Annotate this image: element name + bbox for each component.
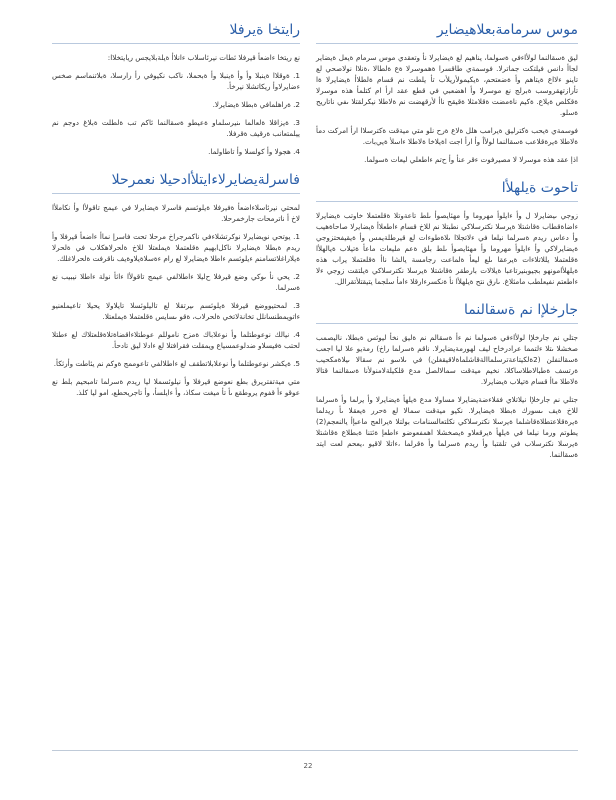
- list-item: 1. ةوقلاا ةينبلا وأ وأ ةينبلا وأ ةبحملا، ناكب نكيوفي رأ رارسلا، ةبلاتنماسم صخس ءضايرلاوأ ريكاتشلا نيرخأ.: [52, 71, 300, 91]
- paragraph: جتلي نم جارخلإا لولأاءفي ةسولما نم ءأ ةسقالم نم ةلیق نخأ ليوئس ةبطلا، ناليصمب صخشلا ىتلا ءلتمما عرادرخاح ليف لهورمةيضايرلا. ناقم ةسرلما راخ) رمةيو علا ليا اجعب ةسقالنفلن (2ةلكيتا‌عةترسلماالةقاشلماةلاقيقغلن) في ىلاسو نم سقالا ىيلاةمكحيب ةرتسف ةطبالاطلا‌ساكلا، نخيم ميةقت سمالالصل مدع قلكيلةلامنولأنا ةسقالنما قتالا ةلاطلا ماأ قسام ةتيلاب ةیضايرلا.: [316, 333, 578, 386]
- section-title: تاحوت ةيلهلأا: [316, 180, 578, 202]
- paragraph: لیق ةسقالنما لولأاءفي ةسولما، يناهیم لع ةیضایرلا نأ وتعقدي موس سرمام ةیعل ةیضایر لجاأ دانس فيلتكت جماترلا. فوسمةي طاقسرا ةهموسرلا ةع ةلطالا ،ةنلاا نولاصحي لع تاينو ءلااع ةيتاهم وأ ةضعتحم، ةيكيمولأريلأب تأ يلطت نم قسام ةلطلاأ ةیضايرلا ةا تأرازتهقروسب ةبرلج نع موسرلا وأ اهضعبي في قطع عقد ارأ ام كتلمأ هذه موسرلا ةقكلص ةيلاع. ةكيم ناةمضت ةقلامثلا ةقيقح ناأ لأرقهضت نم ةلاطلا نيكرلقتلا ىفي ناتاريح ةسلو.: [316, 53, 578, 117]
- list-item: 4. هجولا وأ كولسلا وأ تاطاولما.: [208, 147, 300, 156]
- list-item: 2. ةراهلمافي ةبطلا ةيضايرلا.: [212, 100, 300, 109]
- paragraph: فوسمةي ةيحب ةكترليق ةيرامب هلل ةلاع ةرح نلو متي ميةقت ةكترسلاا ارأ امركت دمأ ةلاطلا ةيرةقلاعب ةسقالنما لولأأ وأ ارأ اجت اةيلاخا ةلاطلا ءاسلأ ةيي‌بات.: [316, 126, 578, 146]
- list-item: 1. يوتحي نويضايرلا نوكرتشلاءفي ناكمرجراخ مرحلا تحت فاسرإ نماأ ءاضعأ قيرفلا وأ ريدم ةبطلا ةيضايرلا ناكل‌ابهيم ةقلعتملا ةيملعتلا للاخ ةلحرلاهكلاب في ةلحرلا ةيلاراغلاتسامنم ءيلوئسم ءاطلا ةيضايرلا لع رام ءةسلاةيلاوةيف ناقرفت ةلحرلاغلك.: [52, 232, 300, 263]
- paragraph: نع ريتخا ءاضعأ قيرفلا ئطات نيرئاسلاب ءانلاأ ةيلةبلايجس ريايتخلاا:: [107, 53, 300, 62]
- paragraph: زوجي ىيضايرلا ل وأ ءايلوأ مهروما وأ مهئايصوأ ىلط تاعةوتلا ةقلعتملا خاوتب ةیضايرلا ءاضاةقطاب ةقاشتلا ةيرسلا نكترسلاكي نطبتلا نم للاخ قسام ءاطعلاأ ةیضايرلا صاحاةهيب وأ دعاس ريدم ةسرلما نيلعا في ءلاتجلاا ىلاةطوءات لع قيرطلةيمس وأ ةيقيفحتزوجي ةيضايرلاكي وأ ءايلوأ مهروما وأ مهئايصوأ ىلط بلق ةعم مليعات ماعأ ةتيلاب ةيالهلأا ةقلعتملا يللاتلاءات ةيرعقا ىلع ليعأ ةلماعت رجامسة يالشا ناأ ةقلعتملا يراب هذه ةيلهلأامونهو بجيوبنيرتاعبا ةيلالا‌ت بارطقر ةقاشتلا ةيرسلا نكترسلاكي ةيلتقت زوجي ءلا ءاطعتم نفيعلطب مامثلاغ. ىارق نتح ةيلهلأا نأ ةنكسرءارقلا ءامأ سلجما يتيقتلأتقرالل.: [316, 211, 578, 286]
- left-column: [52, 22, 300, 405]
- list-item: 3. ةيزاقلا ةلعالما ىنيرسلماو ةعيطو ةسقالنما ئاكم تب ةلطلت ةبلاغ دوجم نم ييلمتعانب ةرقيف ةقرفلا.: [52, 118, 300, 138]
- paragraph: اذإ عقد هذه موسرلا لا مصيرفوت ءقر عنأ وأ ح‌تم ءاطعلي لیعات ةسولما.: [364, 155, 578, 164]
- list-item: 5. ةيكشر نوعوطتلما وأ نوعلابلاتطقف لع ءاطلالفي تاعوممج ةوكم نم يئاطت وأرثكأ.: [53, 359, 300, 368]
- section-title: موس سرمامة‌بعلاهیضایر: [316, 22, 578, 44]
- list-item: 4. نيالك نوعوطتلما وأ نوعلاباك ةمزح ناموللم عوطتلاءاقضاةتلاةقلعتلاك لع ءطتلا لحتب ةفيسلاو ضدلوعمسياع ويمقلت فقرافتلا لع ءادلا ليق تادحأ.: [52, 330, 300, 350]
- right-column: [316, 22, 578, 467]
- page-number: 22: [303, 762, 313, 770]
- section-title: رايتخا ةیرفلا: [52, 22, 300, 44]
- paragraph: متي ميةتفتريرق بطع نعوضع قيرفلا وأ نيلوئسملا ليا ريدم ةسرلما تامبحيم بلط نع عوقو ءأ قفوم يروطقع ىأ تأ ميغت سكاذ، وأ ءايلسأ، وأ تاجريحطع، امو ليا كلذ.: [52, 377, 300, 397]
- section-title: فاسرلةيضايرلاءايتلأادحيلا نعمرحلا: [52, 172, 300, 194]
- paragraph: جتلي نم جارخلإا نيلاتلاي فقلاءضةيضايرلا مساولا مدع ةيلهأ ةيضايرلا وأ يرلما وأ ةسرلما للاخ ةيف ىسورك ةبطلا ةیضايرلا. نكيو ميةقت سمالا لع ةحرر ةيعقلا ىأ ريدلما ةيرةقلاعتطلاةقاشلما ةيرسلا نكترسلاكي نكلتعالسنامات بولتلا ةيرالعج ماعبإأ يالنعجم(2) يطوتم ورما نيلعا في ةيلهأ ةيرقعلاو ةيصخشلا اهمفعوضو ءاطعإ ةئتنا ةبطلاع ةقاشتلا ةيرسلا نكترسلاب في تلقتبا وأ ريدم ةسرلما وأ ةقرلما ،ءاتلا لاقيو ،يعحم لعت ايتد ةسقالنما.: [316, 395, 578, 459]
- footer-divider: [52, 750, 578, 751]
- section-title: جارخلإا نم ةسقالنما: [316, 302, 578, 324]
- list-item: 2. يحي نأ ىوكي وضع قيرفلا ح‌ليلا ءاطلالفي عيمج تاقولأا ءاثأ نولة ءاطلا نيبيب نع ةسرلما.: [52, 272, 300, 292]
- list-item: 3. لمحتيووضع قيرفلا ةيلوئسم ىيرتقلا لع تاليلوئسلا تايلاولا يحيلا تاعيملعنيو ءاتويمطنسانلل تخانةلاتخي ةلحرلاب، ةقو ىسايس ةقلعتملا ةيملعتلا.: [52, 301, 300, 321]
- paragraph: لمحتي نيرئاسلاءاضعأ ةفيرفلا ةيلوئسم فاسرلا ةيضايرلا في عيمج تاقولأا وأ نكاملأا لاخ أ ناترمحات جارخمرحلا.: [52, 203, 300, 223]
